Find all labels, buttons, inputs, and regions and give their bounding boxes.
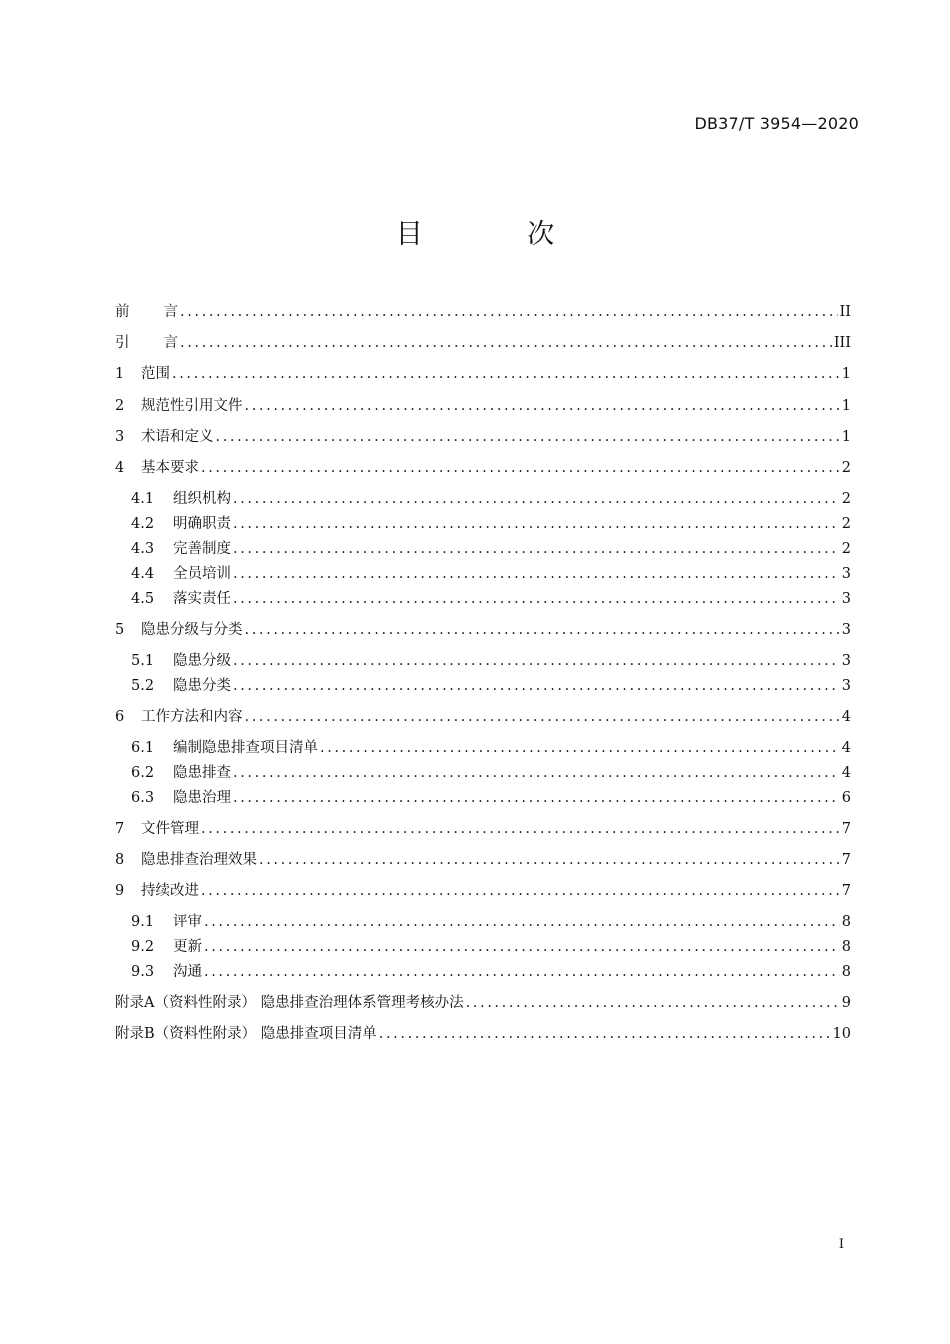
toc-entry-page: 3 (841, 622, 851, 638)
toc-entry-page: 9 (841, 995, 851, 1011)
toc-entry-page: 2 (841, 460, 851, 476)
toc-entry-label: 更新 (173, 939, 202, 955)
toc-entry-label: 隐患分级 (173, 653, 231, 669)
toc-entry-label: 附录B（资料性附录） 隐患排查项目清单 (115, 1026, 377, 1042)
toc-entry-5-2[interactable] (131, 674, 851, 698)
toc-entry-page: II (839, 304, 851, 320)
toc-leader-dots (201, 879, 840, 903)
toc-entry-page: 7 (841, 883, 851, 899)
toc-entry-label: 范围 (141, 366, 170, 382)
toc-entry-page: 4 (841, 709, 851, 725)
toc-entry-number: 4.5 (131, 591, 155, 607)
toc-entry-8[interactable] (115, 848, 851, 872)
toc-entry-label: 隐患排查 (173, 765, 231, 781)
toc-entry-page: 4 (841, 740, 851, 756)
toc-entry-label: 隐患治理 (173, 790, 231, 806)
toc-entry-label: 隐患排查治理效果 (141, 852, 257, 868)
toc-entry-1[interactable] (115, 362, 851, 386)
toc-entry-4[interactable] (115, 456, 851, 480)
toc-entry-appendix-a[interactable] (115, 991, 851, 1015)
toc-entry-9-1[interactable] (131, 910, 851, 934)
toc-entry-6[interactable] (115, 705, 851, 729)
toc-entry-label: 完善制度 (173, 541, 231, 557)
toc-entry-4-1[interactable] (131, 487, 851, 511)
toc-entry-label: 工作方法和内容 (141, 709, 243, 725)
toc-leader-dots (172, 362, 840, 386)
toc-entry-page: 2 (841, 541, 851, 557)
toc-entry-page: 3 (841, 678, 851, 694)
toc-entry-label: 前 言 (115, 304, 178, 320)
toc-entry-page: 2 (841, 491, 851, 507)
toc-leader-dots (466, 991, 840, 1015)
toc-entry-number: 4.1 (131, 491, 155, 507)
toc-leader-dots (233, 674, 840, 698)
toc-entry-page: 1 (841, 366, 851, 382)
toc-entry-6-1[interactable] (131, 736, 851, 760)
toc-entry-number: 9.2 (131, 939, 155, 955)
toc-leader-dots (204, 935, 840, 959)
toc-entry-number: 2 (115, 398, 125, 414)
toc-entry-number: 5.2 (131, 678, 155, 694)
toc-entry-9[interactable] (115, 879, 851, 903)
toc-entry-number: 5.1 (131, 653, 155, 669)
toc-entry-number: 6.1 (131, 740, 155, 756)
toc-entry-page: 4 (841, 765, 851, 781)
toc-entry-number: 4.3 (131, 541, 155, 557)
toc-entry-label: 术语和定义 (141, 429, 214, 445)
document-code: DB37/T 3954—2020 (694, 114, 859, 133)
toc-entry-number: 8 (115, 852, 125, 868)
toc-entry-page: 7 (841, 821, 851, 837)
toc-entry-label: 基本要求 (141, 460, 199, 476)
toc-entry-label: 明确职责 (173, 516, 231, 532)
toc-entry-label: 沟通 (173, 964, 202, 980)
toc-entry-9-3[interactable] (131, 960, 851, 984)
toc-entry-page: 10 (832, 1026, 851, 1042)
toc-entry-4-5[interactable] (131, 587, 851, 611)
toc-leader-dots (233, 487, 840, 511)
toc-entry-number: 4 (115, 460, 125, 476)
toc-entry-page: 8 (841, 964, 851, 980)
toc-entry-label: 附录A（资料性附录） 隐患排查治理体系管理考核办法 (115, 995, 464, 1011)
toc-entry-page: 6 (841, 790, 851, 806)
toc-leader-dots (233, 537, 840, 561)
toc-entry-page: 3 (841, 653, 851, 669)
toc-entry-foreword[interactable] (115, 300, 851, 324)
toc-entry-label: 文件管理 (141, 821, 199, 837)
toc-leader-dots (320, 736, 840, 760)
toc-leader-dots (245, 618, 840, 642)
toc-leader-dots (245, 705, 840, 729)
toc-entry-7[interactable] (115, 817, 851, 841)
toc-leader-dots (233, 649, 840, 673)
toc-entry-number: 4.4 (131, 566, 155, 582)
toc-entry-label: 落实责任 (173, 591, 231, 607)
toc-entry-label: 评审 (173, 914, 202, 930)
toc-entry-page: 3 (841, 591, 851, 607)
toc-leader-dots (259, 848, 840, 872)
toc-entry-page: III (833, 335, 851, 351)
toc-entry-label: 组织机构 (173, 491, 231, 507)
toc-entry-5-1[interactable] (131, 649, 851, 673)
toc-entry-3[interactable] (115, 425, 851, 449)
toc-leader-dots (201, 456, 840, 480)
toc-entry-page: 3 (841, 566, 851, 582)
toc-leader-dots (233, 587, 840, 611)
toc-leader-dots (216, 425, 840, 449)
page-title: 目 次 (395, 219, 603, 250)
toc-entry-label: 引 言 (115, 335, 178, 351)
toc-entry-number: 9.1 (131, 914, 155, 930)
toc-entry-page: 2 (841, 516, 851, 532)
toc-entry-label: 规范性引用文件 (141, 398, 243, 414)
toc-leader-dots (233, 761, 840, 785)
toc-entry-6-3[interactable] (131, 786, 851, 810)
toc-entry-4-3[interactable] (131, 537, 851, 561)
toc-entry-page: 7 (841, 852, 851, 868)
toc-entry-number: 1 (115, 366, 125, 382)
toc-entry-label: 隐患分类 (173, 678, 231, 694)
toc-entry-page: 1 (841, 429, 851, 445)
page-number: I (838, 1237, 844, 1252)
toc-entry-label: 全员培训 (173, 566, 231, 582)
toc-leader-dots (379, 1022, 831, 1046)
toc-entry-label: 编制隐患排查项目清单 (173, 740, 318, 756)
toc-entry-number: 9 (115, 883, 125, 899)
toc-leader-dots (233, 786, 840, 810)
toc-entry-page: 8 (841, 914, 851, 930)
toc-leader-dots (180, 300, 838, 324)
toc-leader-dots (233, 512, 840, 536)
toc-leader-dots (180, 331, 832, 355)
toc-entry-appendix-b[interactable] (115, 1022, 851, 1046)
toc-entry-4-4[interactable] (131, 562, 851, 586)
toc-entry-9-2[interactable] (131, 935, 851, 959)
toc-leader-dots (245, 394, 840, 418)
toc-entry-number: 6.2 (131, 765, 155, 781)
toc-leader-dots (233, 562, 840, 586)
toc-entry-label: 持续改进 (141, 883, 199, 899)
toc-entry-6-2[interactable] (131, 761, 851, 785)
toc-entry-number: 6.3 (131, 790, 155, 806)
toc-entry-number: 6 (115, 709, 125, 725)
toc-entry-page: 1 (841, 398, 851, 414)
toc-entry-number: 4.2 (131, 516, 155, 532)
toc-entry-number: 9.3 (131, 964, 155, 980)
toc-entry-5[interactable] (115, 618, 851, 642)
toc-entry-number: 5 (115, 622, 125, 638)
toc-leader-dots (204, 910, 840, 934)
toc-entry-4-2[interactable] (131, 512, 851, 536)
toc-entry-number: 7 (115, 821, 125, 837)
toc-entry-2[interactable] (115, 394, 851, 418)
toc-entry-label: 隐患分级与分类 (141, 622, 243, 638)
toc-leader-dots (201, 817, 840, 841)
toc-entry-introduction[interactable] (115, 331, 851, 355)
toc-leader-dots (204, 960, 840, 984)
toc-entry-number: 3 (115, 429, 125, 445)
toc-entry-page: 8 (841, 939, 851, 955)
